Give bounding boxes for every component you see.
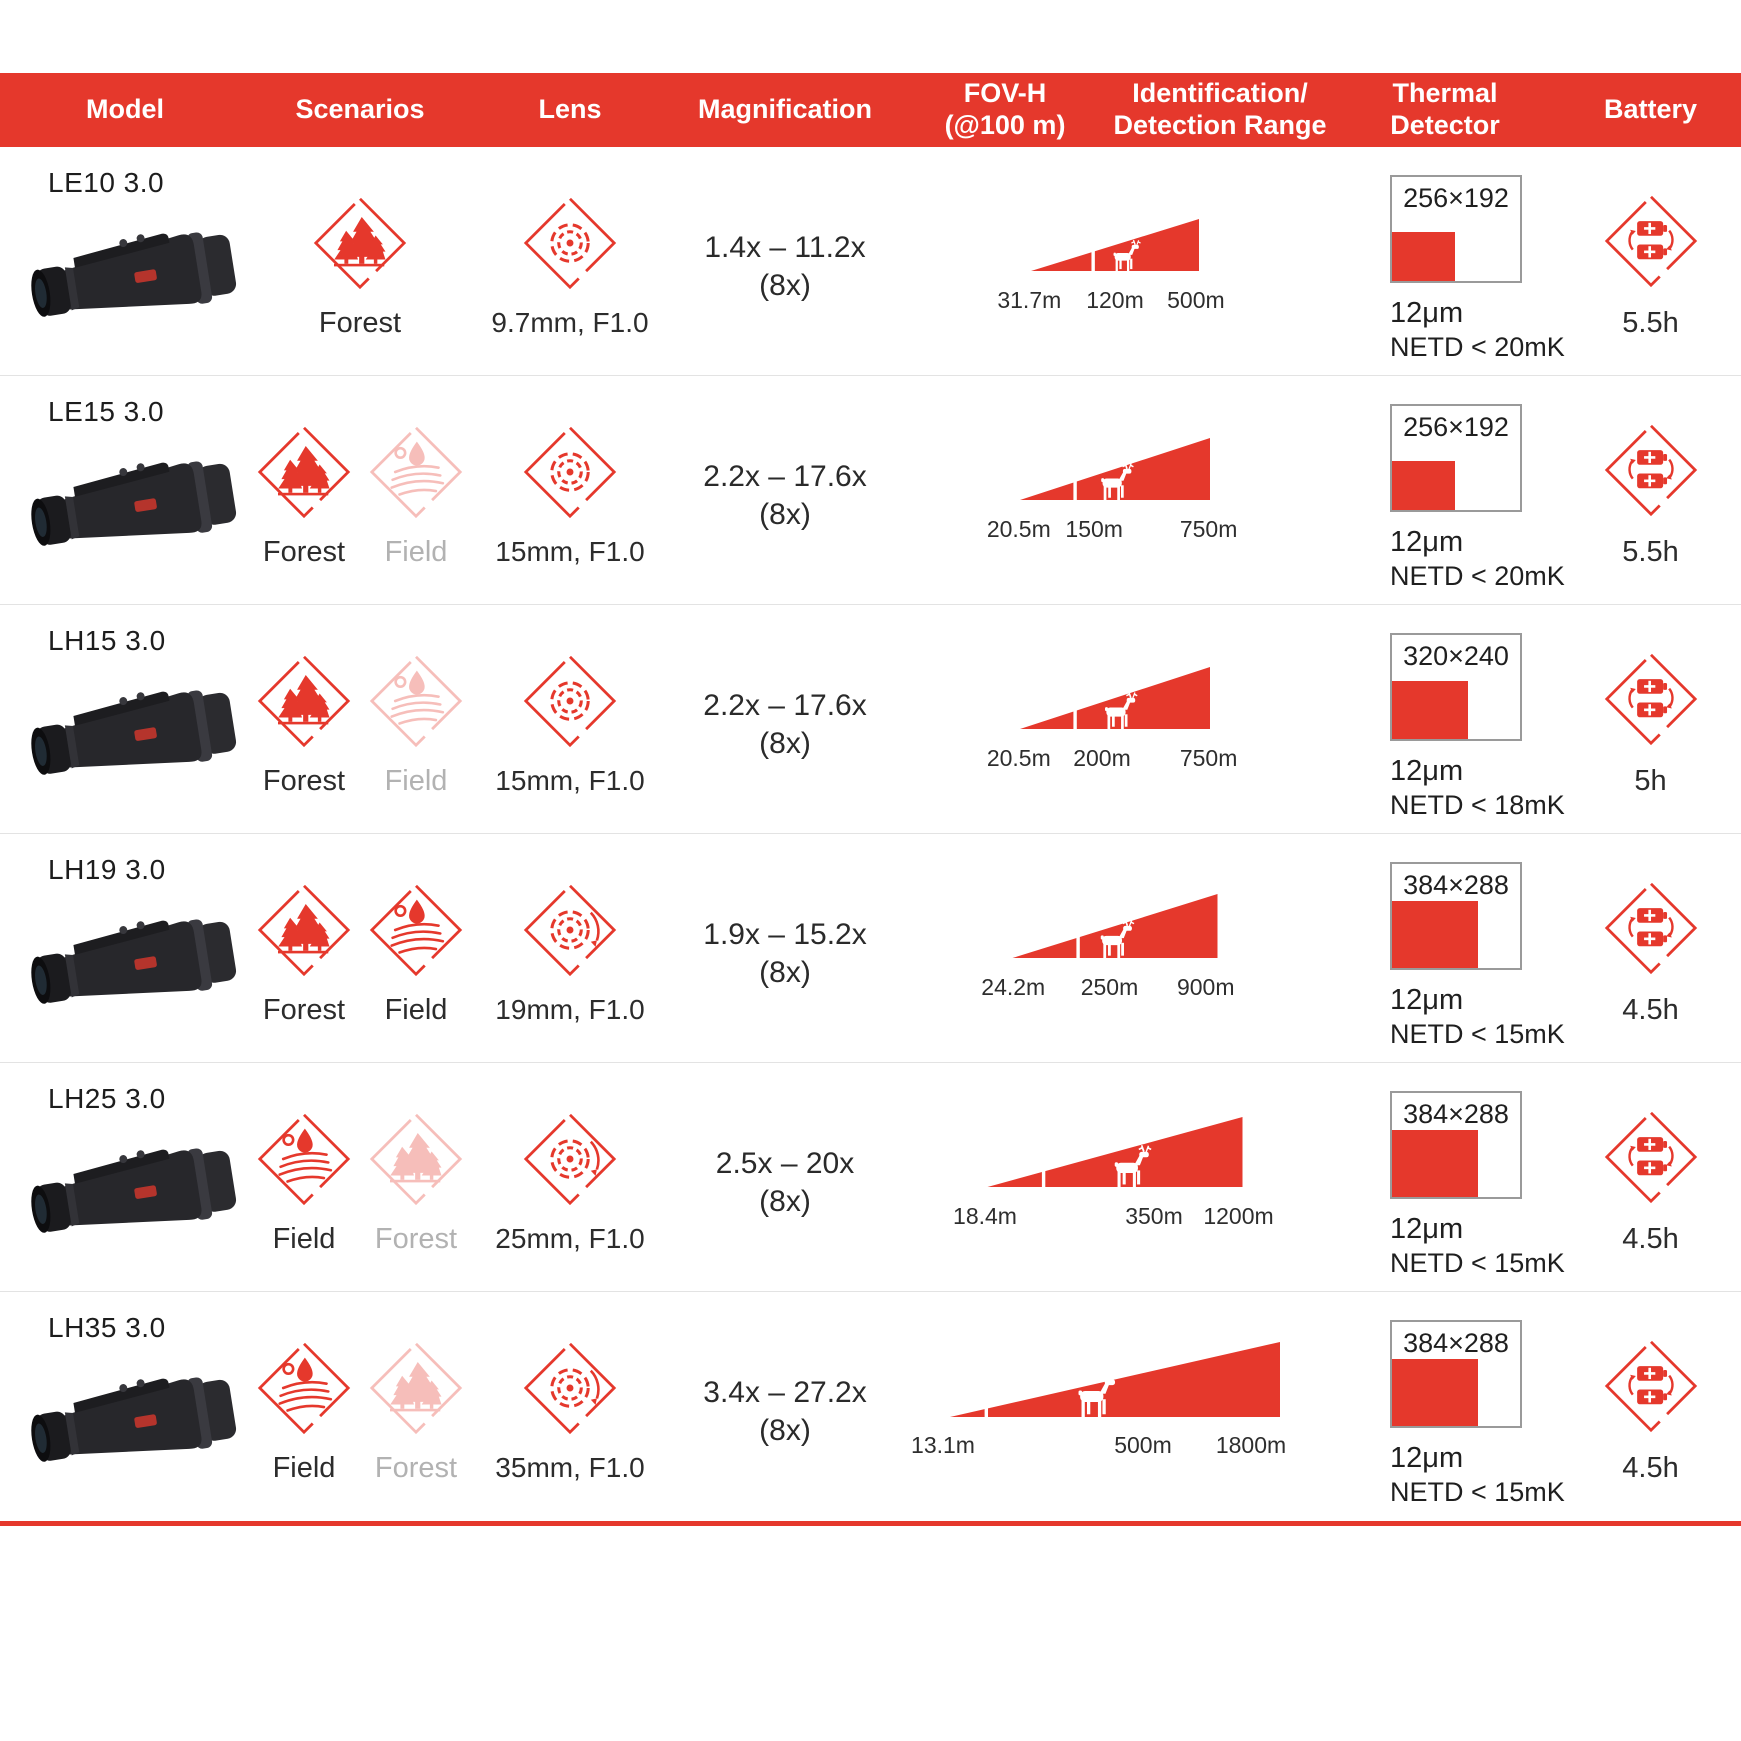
range-label: 13.1m [911, 1432, 975, 1458]
lens-spec: 15mm, F1.0 [495, 536, 645, 567]
detector-resolution: 320×240 [1403, 641, 1509, 671]
field-icon [252, 1336, 356, 1440]
table-row [0, 147, 1741, 376]
model-cell [0, 376, 250, 604]
range-label: 350m [1125, 1203, 1183, 1229]
scenarios-cell [250, 1063, 470, 1291]
pixel-pitch: 12μm [1390, 297, 1464, 329]
detector-fill-square [1392, 232, 1455, 281]
model-name: LE15 3.0 [48, 396, 165, 427]
lens-cell [470, 1292, 670, 1521]
range-labels [978, 974, 1253, 1004]
range-label: 500m [1167, 287, 1225, 313]
column-header-battery [1560, 94, 1741, 126]
battery-hours: 4.5h [1622, 994, 1679, 1026]
fov-triangle-graphic [1020, 438, 1210, 500]
detector-size-box [1390, 404, 1522, 512]
battery-icon [1599, 876, 1703, 980]
range-labels [985, 516, 1245, 546]
lens-icon [518, 1336, 622, 1440]
lens-icon [518, 1107, 622, 1211]
magnification-cell [670, 605, 900, 833]
scenarios-cell [250, 1292, 470, 1521]
header-label: Thermal [1392, 78, 1498, 109]
field-icon [364, 649, 468, 753]
scenario-label: Field [384, 765, 448, 797]
scenario-label: Forest [262, 536, 346, 568]
magnification-range: 2.5x – 20x [715, 1147, 855, 1180]
header-label: Magnification [698, 94, 872, 125]
detector-fill-square [1392, 901, 1478, 968]
forest-icon [252, 649, 356, 753]
thermal-detector-cell [1330, 147, 1565, 375]
scenarios-cell [250, 834, 470, 1062]
scenario-label: Forest [262, 994, 346, 1026]
forest-icon [364, 1336, 468, 1440]
scenario-label: Field [272, 1223, 336, 1255]
thermal-detector-cell [1330, 1292, 1565, 1521]
magnification-base: (8x) [759, 1413, 811, 1447]
magnification-cell [670, 1292, 900, 1521]
netd-value: NETD < 20mK [1390, 332, 1565, 362]
scenarios-cell [250, 605, 470, 833]
model-name: LH25 3.0 [48, 1083, 166, 1114]
product-photo [18, 1125, 256, 1265]
header-label: Identification/ [1132, 78, 1308, 109]
range-label: 750m [1179, 516, 1238, 542]
battery-hours: 4.5h [1622, 1452, 1679, 1484]
detector-resolution: 256×192 [1403, 183, 1509, 213]
range-label: 200m [1073, 745, 1131, 771]
header-label: Detector [1390, 110, 1500, 140]
model-cell [0, 147, 250, 375]
field-icon [364, 420, 468, 524]
range-labels [985, 745, 1245, 775]
detector-size-box [1390, 175, 1522, 283]
table-header [0, 73, 1741, 147]
battery-cell [1560, 1063, 1741, 1291]
range-label: 20.5m [986, 516, 1051, 542]
header-label: Detection Range [1113, 110, 1327, 140]
scenario-field [362, 420, 470, 569]
field-icon [364, 878, 468, 982]
netd-value: NETD < 15mK [1390, 1477, 1565, 1507]
table-row [0, 1292, 1741, 1521]
battery-icon [1599, 1105, 1703, 1209]
netd-value: NETD < 18mK [1390, 790, 1565, 820]
magnification-range: 2.2x – 17.6x [703, 689, 867, 722]
detector-size-box [1390, 1320, 1522, 1428]
battery-cell [1560, 1292, 1741, 1521]
scenario-forest [250, 878, 358, 1027]
lens-icon [518, 420, 622, 524]
detector-resolution: 384×288 [1403, 870, 1509, 900]
magnification-base: (8x) [759, 726, 811, 760]
scenario-forest [362, 1336, 470, 1485]
detector-size-box [1390, 633, 1522, 741]
detector-fill-square [1392, 1130, 1478, 1197]
lens-icon [518, 878, 622, 982]
lens-cell [470, 1063, 670, 1291]
magnification-range: 3.4x – 27.2x [703, 1376, 867, 1409]
detector-resolution: 384×288 [1403, 1328, 1509, 1358]
detector-resolution: 256×192 [1403, 412, 1509, 442]
scenario-label: Forest [318, 307, 402, 339]
detector-resolution: 384×288 [1403, 1099, 1509, 1129]
range-labels [953, 1203, 1278, 1233]
product-photo [18, 667, 256, 807]
column-header-model [0, 94, 250, 126]
range-label: 250m [1080, 974, 1139, 1000]
table-row [0, 834, 1741, 1063]
fov-range-cell [900, 605, 1330, 833]
model-name: LE10 3.0 [48, 167, 165, 198]
table-row [0, 376, 1741, 605]
detector-fill-square [1392, 681, 1468, 739]
lens-icon [518, 649, 622, 753]
forest-icon [308, 191, 412, 295]
magnification-base: (8x) [759, 1184, 811, 1218]
battery-hours: 5.5h [1622, 536, 1679, 568]
column-header-lens [470, 94, 670, 126]
forest-icon [252, 420, 356, 524]
lens-cell [470, 834, 670, 1062]
fov-range-cell [900, 834, 1330, 1062]
range-labels [911, 1432, 1315, 1462]
scenario-label: Forest [262, 765, 346, 797]
pixel-pitch: 12μm [1390, 755, 1464, 787]
detector-fill-square [1392, 461, 1455, 510]
fov-range-cell [900, 1292, 1330, 1521]
scenario-forest [305, 191, 415, 340]
range-label: 120m [1086, 287, 1144, 313]
magnification-cell [670, 376, 900, 604]
range-labels [996, 287, 1234, 317]
battery-cell [1560, 834, 1741, 1062]
column-header-magnification [670, 94, 900, 126]
fov-range-cell [900, 376, 1330, 604]
lens-cell [470, 605, 670, 833]
battery-icon [1599, 418, 1703, 522]
battery-hours: 4.5h [1622, 1223, 1679, 1255]
battery-icon [1599, 647, 1703, 751]
battery-hours: 5h [1634, 765, 1667, 797]
model-cell [0, 1292, 250, 1521]
lens-spec: 35mm, F1.0 [495, 1452, 645, 1483]
detector-fill-square [1392, 1359, 1478, 1426]
scenario-label: Field [384, 994, 448, 1026]
range-label: 750m [1179, 745, 1238, 771]
scenario-label: Field [272, 1452, 336, 1484]
scenario-field [362, 878, 470, 1027]
scenario-label: Forest [374, 1223, 458, 1255]
range-label: 18.4m [953, 1203, 1017, 1229]
range-label: 31.7m [997, 287, 1062, 313]
product-photo [18, 438, 256, 578]
battery-cell [1560, 147, 1741, 375]
lens-icon [518, 191, 622, 295]
model-name: LH15 3.0 [48, 625, 166, 656]
pixel-pitch: 12μm [1390, 526, 1464, 558]
scenarios-cell [250, 147, 470, 375]
battery-icon [1599, 1334, 1703, 1438]
magnification-range: 1.4x – 11.2x [704, 231, 866, 264]
thermal-detector-cell [1330, 1063, 1565, 1291]
scenarios-cell [250, 376, 470, 604]
thermal-detector-cell [1330, 605, 1565, 833]
fov-triangle-graphic [1020, 667, 1210, 729]
pixel-pitch: 12μm [1390, 984, 1464, 1016]
header-label: Battery [1603, 94, 1698, 125]
battery-cell [1560, 605, 1741, 833]
scenario-label: Forest [374, 1452, 458, 1484]
detector-size-box [1390, 1091, 1522, 1199]
pixel-pitch: 12μm [1390, 1213, 1464, 1245]
battery-cell [1560, 376, 1741, 604]
lens-cell [470, 376, 670, 604]
header-label: (@100 m) [944, 110, 1066, 140]
product-photo [18, 1354, 256, 1494]
magnification-cell [670, 834, 900, 1062]
magnification-base: (8x) [759, 268, 811, 302]
product-photo [18, 209, 256, 349]
magnification-base: (8x) [759, 497, 811, 531]
magnification-cell [670, 1063, 900, 1291]
table-body [0, 147, 1741, 1521]
range-label: 150m [1065, 516, 1123, 542]
scenario-field [250, 1107, 358, 1256]
detector-size-box [1390, 862, 1522, 970]
scenario-field [250, 1336, 358, 1485]
model-cell [0, 605, 250, 833]
forest-icon [252, 878, 356, 982]
header-label: Scenarios [295, 94, 425, 125]
range-label: 500m [1114, 1432, 1172, 1458]
scenario-label: Field [384, 536, 448, 568]
model-name: LH19 3.0 [48, 854, 166, 885]
lens-spec: 15mm, F1.0 [495, 765, 645, 796]
column-header-range [1110, 78, 1330, 142]
table-row [0, 605, 1741, 834]
footer-divider [0, 1521, 1741, 1526]
product-photo [18, 896, 256, 1036]
scenario-forest [250, 649, 358, 798]
netd-value: NETD < 20mK [1390, 561, 1565, 591]
pixel-pitch: 12μm [1390, 1442, 1464, 1474]
thermal-detector-cell [1330, 834, 1565, 1062]
forest-icon [364, 1107, 468, 1211]
battery-hours: 5.5h [1622, 307, 1679, 339]
scenario-forest [250, 420, 358, 569]
magnification-base: (8x) [759, 955, 811, 989]
range-label: 1800m [1215, 1432, 1287, 1458]
lens-spec: 19mm, F1.0 [495, 994, 645, 1025]
model-cell [0, 834, 250, 1062]
header-label: Lens [538, 94, 602, 125]
lens-spec: 9.7mm, F1.0 [491, 307, 649, 338]
magnification-range: 2.2x – 17.6x [703, 460, 867, 493]
lens-cell [470, 147, 670, 375]
table-row [0, 1063, 1741, 1292]
range-label: 1200m [1203, 1203, 1274, 1229]
header-label: Model [86, 94, 164, 125]
magnification-range: 1.9x – 15.2x [703, 918, 867, 951]
scenario-forest [362, 1107, 470, 1256]
fov-range-cell [900, 1063, 1330, 1291]
netd-value: NETD < 15mK [1390, 1019, 1565, 1049]
field-icon [252, 1107, 356, 1211]
fov-triangle-graphic [950, 1342, 1280, 1417]
model-cell [0, 1063, 250, 1291]
range-label: 20.5m [986, 745, 1051, 771]
scenario-field [362, 649, 470, 798]
range-label: 900m [1176, 974, 1235, 1000]
netd-value: NETD < 15mK [1390, 1248, 1565, 1278]
fov-triangle-graphic [1013, 894, 1218, 958]
magnification-cell [670, 147, 900, 375]
column-header-thermal-detector [1330, 78, 1560, 142]
lens-spec: 25mm, F1.0 [495, 1223, 645, 1254]
fov-triangle-graphic [988, 1117, 1243, 1187]
battery-icon [1599, 189, 1703, 293]
fov-range-cell [900, 147, 1330, 375]
header-label: FOV-H [963, 78, 1047, 109]
column-header-fov [900, 78, 1110, 142]
range-label: 24.2m [981, 974, 1046, 1000]
column-header-scenarios [250, 94, 470, 126]
model-name: LH35 3.0 [48, 1312, 166, 1343]
thermal-detector-cell [1330, 376, 1565, 604]
fov-triangle-graphic [1031, 219, 1199, 271]
